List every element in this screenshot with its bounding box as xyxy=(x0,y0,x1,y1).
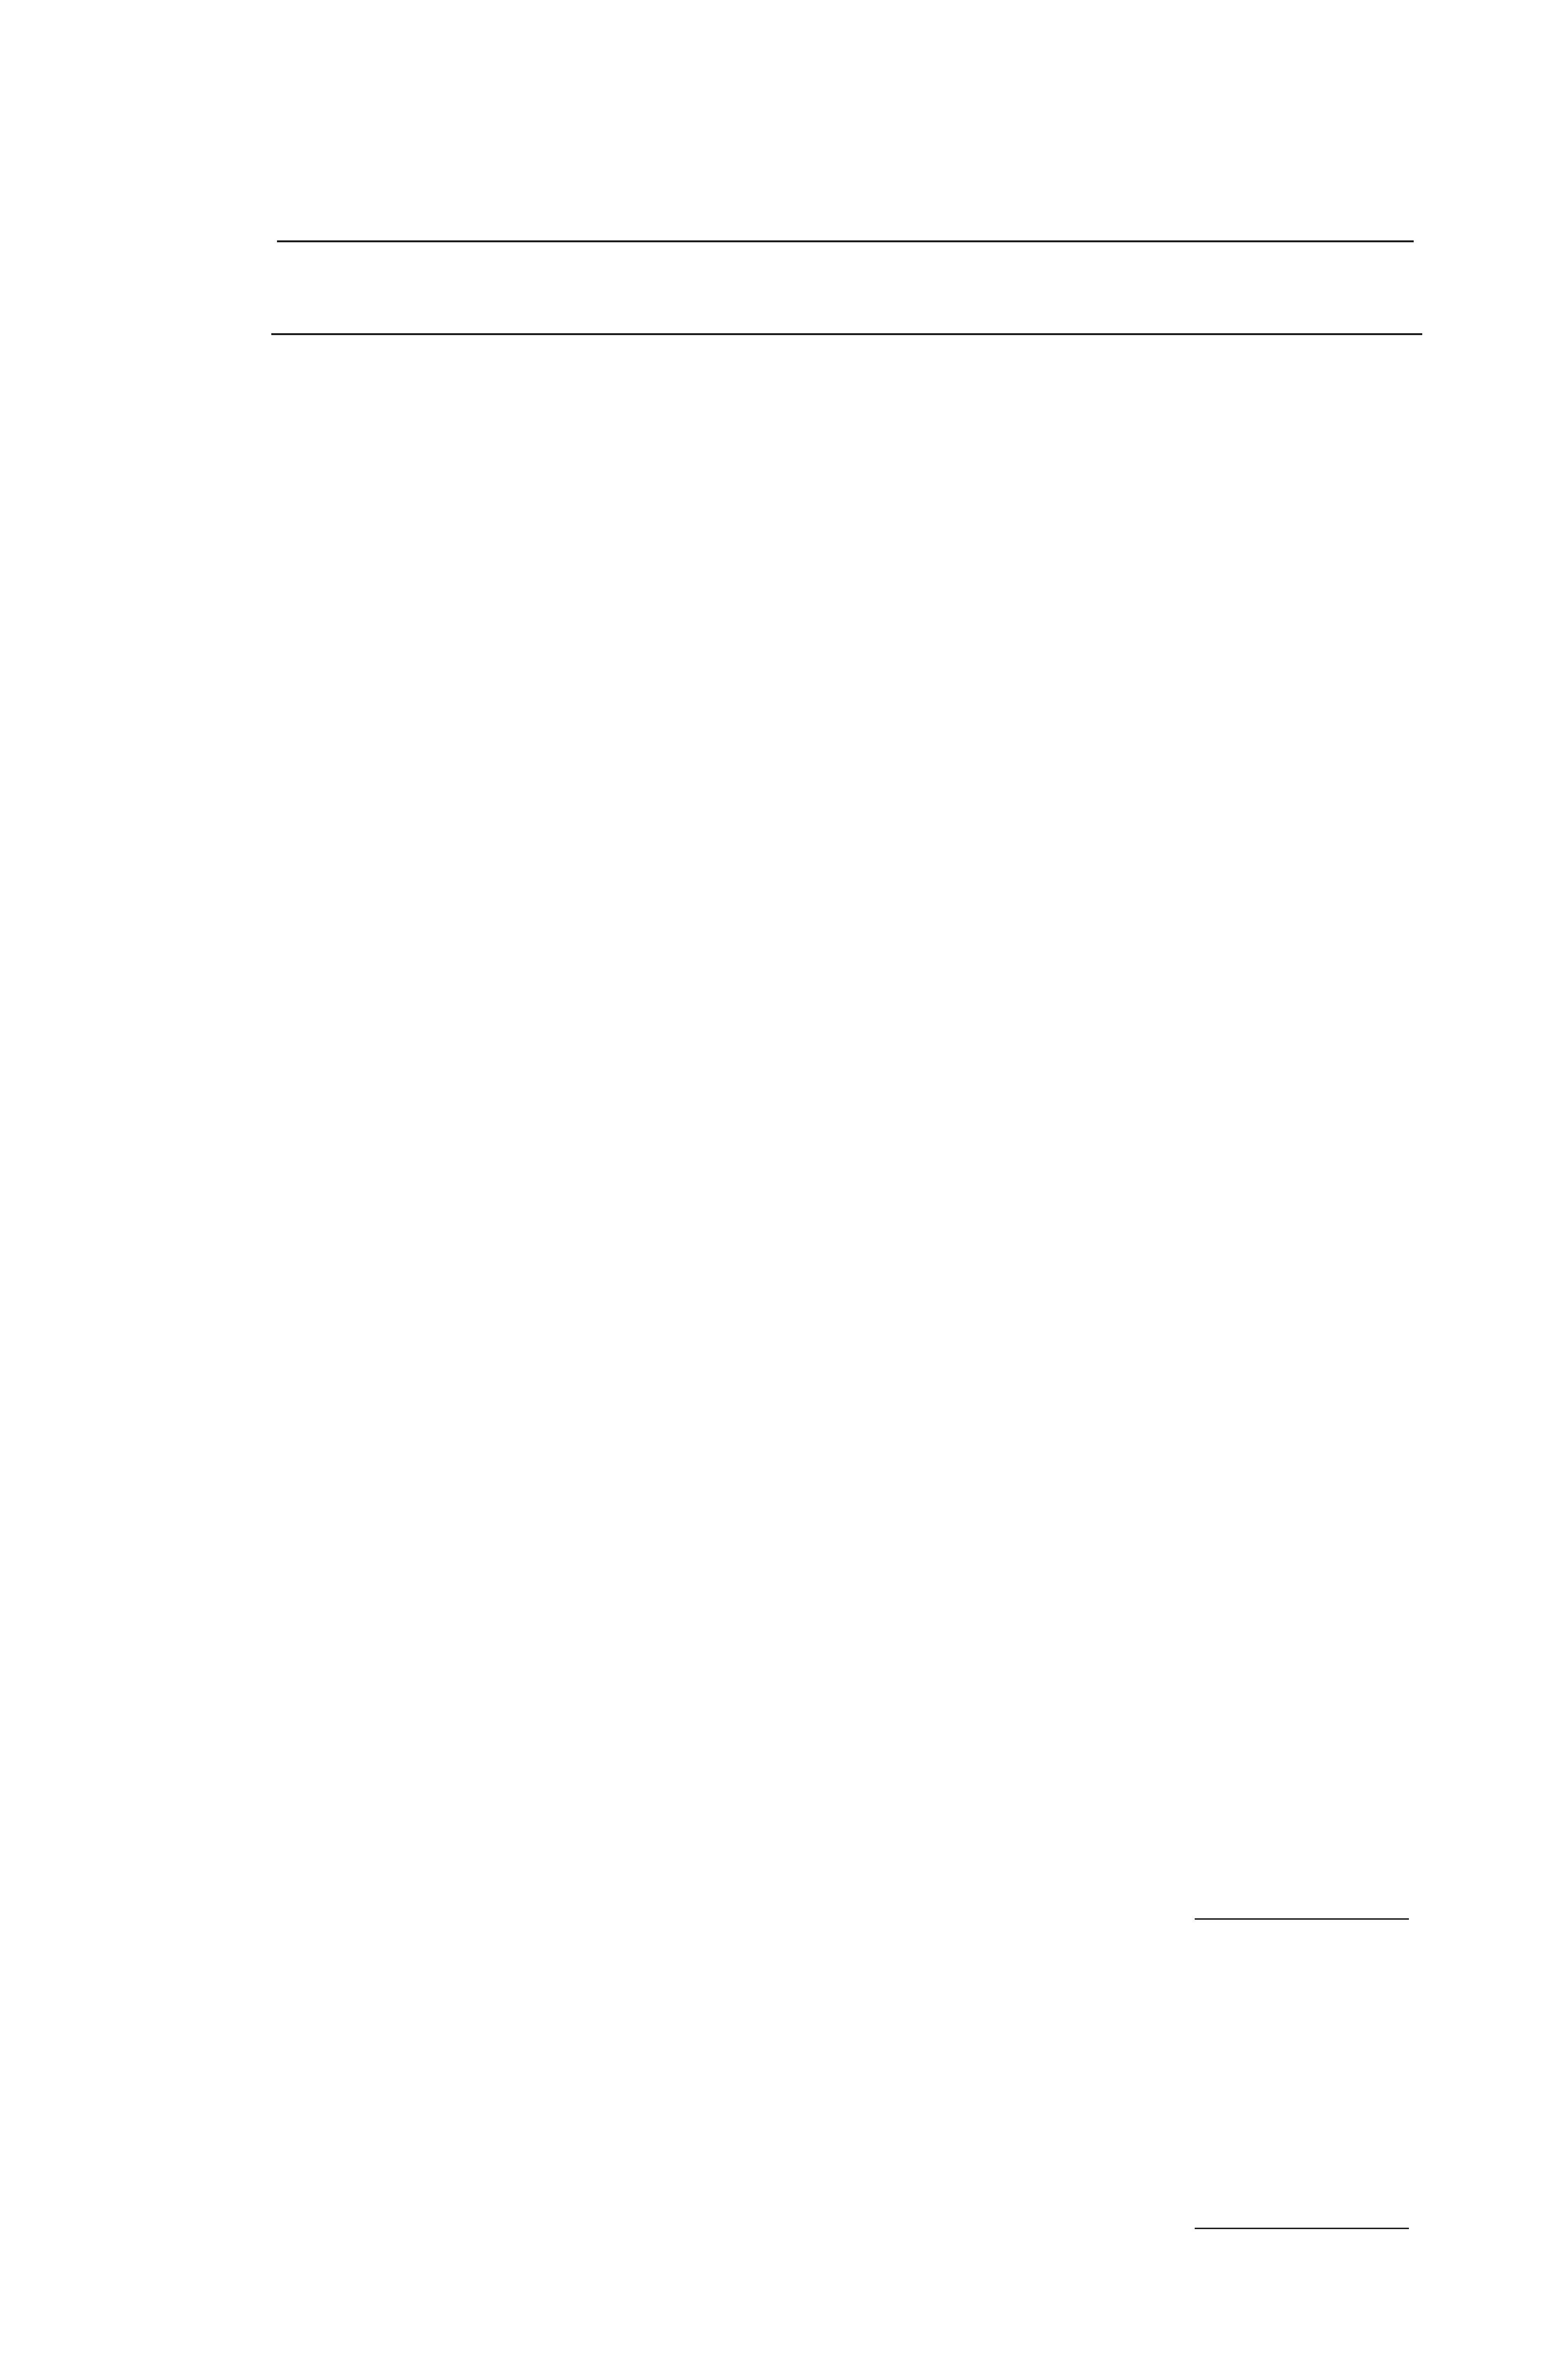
header-rule-top xyxy=(277,240,1414,242)
header-rule-bottom xyxy=(271,333,1422,335)
receipts-total-rule xyxy=(1195,1918,1409,1920)
disbursements-total-rule xyxy=(1195,2228,1409,2229)
